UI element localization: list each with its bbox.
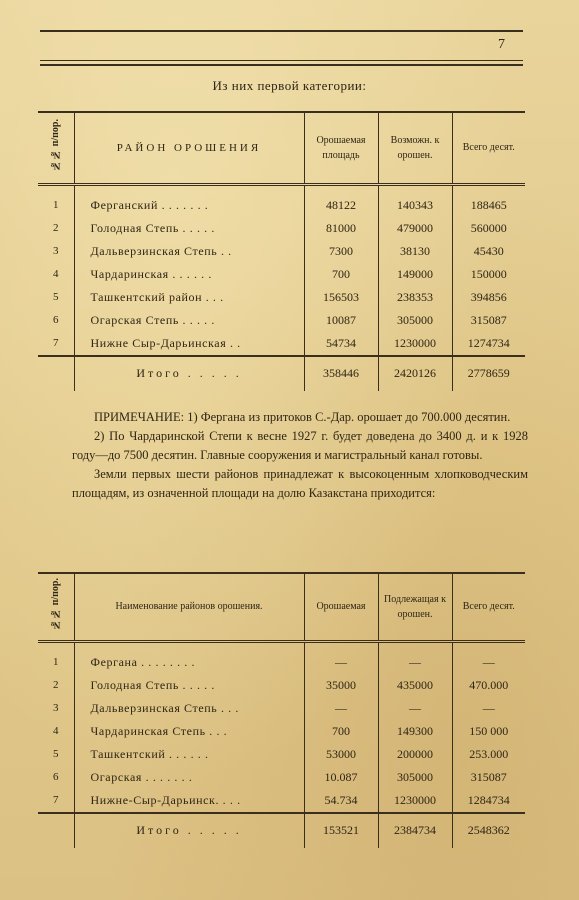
- irrigation-table-kazakhstan: [38, 572, 525, 848]
- header-rule: [40, 60, 523, 61]
- irrigated-area: —: [304, 697, 378, 720]
- irrigated-area: 35000: [304, 674, 378, 697]
- column-header-total: Всего десят.: [452, 573, 525, 641]
- irrigated-area: —: [304, 641, 378, 674]
- district-name: Огарская . . . . . . .: [74, 766, 304, 789]
- irrigated-area: 10.087: [304, 766, 378, 789]
- total-area: 45430: [452, 240, 525, 263]
- row-number: 2: [53, 222, 59, 234]
- irrigated-area: 53000: [304, 743, 378, 766]
- total-area: 150 000: [452, 720, 525, 743]
- total-all: 2778659: [452, 356, 525, 391]
- district-name: Голодная Степь . . . . .: [74, 217, 304, 240]
- total-row: [38, 356, 525, 391]
- irrigated-area: 156503: [304, 286, 378, 309]
- header-rule: [40, 64, 523, 66]
- irrigated-area: 700: [304, 263, 378, 286]
- possible-area: 305000: [378, 309, 452, 332]
- total-irrigated: 153521: [304, 813, 378, 848]
- column-header-irrigated: Орошаемая площадь: [304, 112, 378, 184]
- possible-area: 238353: [378, 286, 452, 309]
- table-row: [38, 309, 525, 332]
- total-area: 150000: [452, 263, 525, 286]
- possible-area: 305000: [378, 766, 452, 789]
- table-row: [38, 789, 525, 813]
- district-name: Огарская Степь . . . . .: [74, 309, 304, 332]
- irrigated-area: 48122: [304, 184, 378, 217]
- district-name: Голодная Степь . . . . .: [74, 674, 304, 697]
- irrigated-area: 700: [304, 720, 378, 743]
- possible-area: —: [378, 697, 452, 720]
- irrigated-area: 7300: [304, 240, 378, 263]
- possible-area: —: [378, 641, 452, 674]
- table-row: [38, 240, 525, 263]
- total-area: 1284734: [452, 789, 525, 813]
- total-possible: 2420126: [378, 356, 452, 391]
- possible-area: 38130: [378, 240, 452, 263]
- table2-body: [38, 641, 525, 813]
- district-name: Дальверзинская Степь . .: [74, 240, 304, 263]
- notes: [72, 408, 528, 503]
- row-number: 7: [53, 794, 59, 806]
- row-number: 7: [53, 337, 59, 349]
- district-name: Нижне Сыр-Дарьинская . .: [74, 332, 304, 356]
- possible-area: 200000: [378, 743, 452, 766]
- total-area: 315087: [452, 766, 525, 789]
- possible-area: 1230000: [378, 789, 452, 813]
- total-row-spacer: [38, 356, 74, 391]
- column-header-possible: Возможн. к орошен.: [378, 112, 452, 184]
- row-number: 6: [53, 314, 59, 326]
- table1-caption: Из них первой категории:: [212, 78, 367, 93]
- total-row: [38, 813, 525, 848]
- total-area: 1274734: [452, 332, 525, 356]
- page-number: 7: [498, 37, 505, 52]
- district-name: Фергана . . . . . . . .: [74, 641, 304, 674]
- district-name: Ташкентский район . . .: [74, 286, 304, 309]
- district-name: Дальверзинская Степь . . .: [74, 697, 304, 720]
- table-row: [38, 263, 525, 286]
- total-irrigated: 358446: [304, 356, 378, 391]
- note-2: 2) По Чардаринской Степи к весне 1927 г. будет доведена до 3400 д. и к 1928 году—до 7500 десятин. Главные сооружения и магистральный канал готовы.: [72, 429, 528, 462]
- irrigated-area: 54.734: [304, 789, 378, 813]
- table-row: [38, 743, 525, 766]
- table-row: [38, 697, 525, 720]
- district-name: Ферганский . . . . . . .: [74, 184, 304, 217]
- total-area: 470.000: [452, 674, 525, 697]
- note-3: Земли первых шести районов принадлежат к высокоценным хлопководческим площадям, из означенной площади на долю Казакстана приходится:: [72, 467, 528, 500]
- total-row-spacer: [38, 813, 74, 848]
- total-label: Итого . . . . .: [74, 356, 304, 391]
- possible-area: 140343: [378, 184, 452, 217]
- column-header-possible: Подлежащая к орошен.: [378, 573, 452, 641]
- column-header-number: №№ п/пор.: [50, 119, 62, 172]
- district-name: Нижне-Сыр-Дарьинск. . . .: [74, 789, 304, 813]
- row-number: 3: [53, 702, 59, 714]
- column-header-total: Всего десят.: [452, 112, 525, 184]
- row-number: 1: [53, 656, 59, 668]
- total-area: 315087: [452, 309, 525, 332]
- row-number: 3: [53, 245, 59, 257]
- note-1: ПРИМЕЧАНИЕ: 1) Фергана из притоков С.-Дар. орошает до 700.000 десятин.: [94, 410, 511, 424]
- total-area: 394856: [452, 286, 525, 309]
- column-header-district: Наименование районов орошения.: [74, 573, 304, 641]
- table-row: [38, 332, 525, 356]
- row-number: 6: [53, 771, 59, 783]
- table-row: [38, 674, 525, 697]
- table-row: [38, 184, 525, 217]
- table-row: [38, 641, 525, 674]
- column-header-district: РАЙОН ОРОШЕНИЯ: [74, 112, 304, 184]
- total-label: Итого . . . . .: [74, 813, 304, 848]
- possible-area: 435000: [378, 674, 452, 697]
- row-number: 5: [53, 291, 59, 303]
- table-row: [38, 720, 525, 743]
- possible-area: 479000: [378, 217, 452, 240]
- irrigated-area: 10087: [304, 309, 378, 332]
- row-number: 4: [53, 268, 59, 280]
- table1-body: [38, 184, 525, 356]
- possible-area: 149000: [378, 263, 452, 286]
- row-number: 5: [53, 748, 59, 760]
- total-area: 560000: [452, 217, 525, 240]
- district-name: Чардаринская Степь . . .: [74, 720, 304, 743]
- row-number: 2: [53, 679, 59, 691]
- table-row: [38, 217, 525, 240]
- total-area: 188465: [452, 184, 525, 217]
- total-area: —: [452, 697, 525, 720]
- column-header-irrigated: Орошаемая: [304, 573, 378, 641]
- possible-area: 1230000: [378, 332, 452, 356]
- column-header-number: №№ п/пор.: [50, 578, 62, 631]
- total-all: 2548362: [452, 813, 525, 848]
- irrigated-area: 54734: [304, 332, 378, 356]
- table-row: [38, 286, 525, 309]
- row-number: 4: [53, 725, 59, 737]
- row-number: 1: [53, 199, 59, 211]
- possible-area: 149300: [378, 720, 452, 743]
- table-row: [38, 766, 525, 789]
- irrigation-table-first-category: [38, 111, 525, 391]
- district-name: Чардаринская . . . . . .: [74, 263, 304, 286]
- irrigated-area: 81000: [304, 217, 378, 240]
- total-possible: 2384734: [378, 813, 452, 848]
- district-name: Ташкентский . . . . . .: [74, 743, 304, 766]
- header-rule: [40, 30, 523, 32]
- total-area: 253.000: [452, 743, 525, 766]
- total-area: —: [452, 641, 525, 674]
